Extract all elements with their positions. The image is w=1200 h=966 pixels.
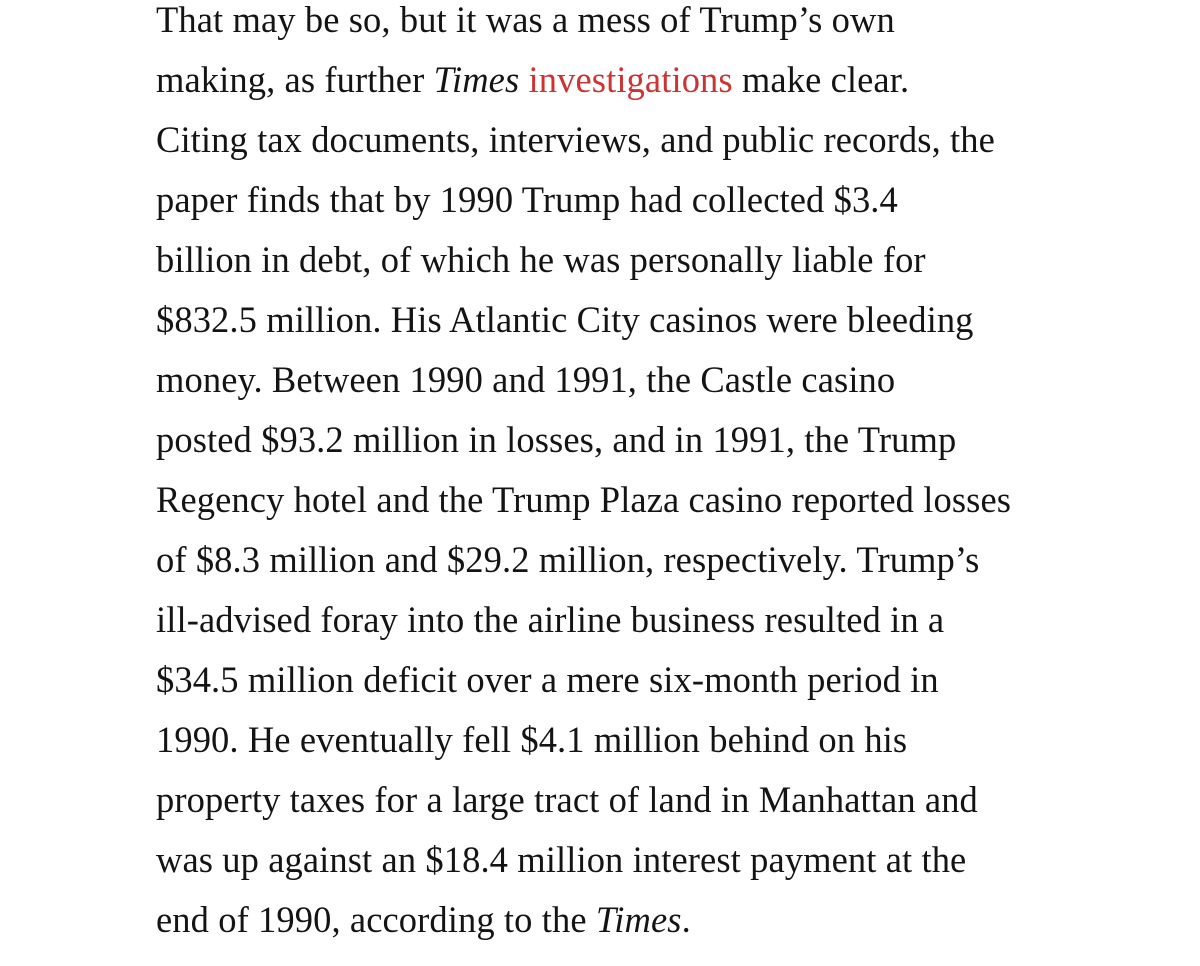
text-segment: end of 1990, according to the xyxy=(156,899,596,940)
text-line: money. Between 1990 and 1991, the Castle casino xyxy=(156,359,896,400)
text-line: billion in debt, of which he was personally liable for xyxy=(156,239,926,280)
publication-name: Times xyxy=(595,899,682,940)
text-segment: . xyxy=(681,899,691,940)
text-line xyxy=(156,50,1056,110)
text-line: paper finds that by 1990 Trump had collected $3.4 xyxy=(156,179,898,220)
text-line: of $8.3 million and $29.2 million, respectively. Trump’s xyxy=(156,539,980,580)
text-line xyxy=(156,890,1056,950)
text-line: Citing tax documents, interviews, and public records, the xyxy=(156,119,995,160)
text-line: Regency hotel and the Trump Plaza casino reported losses xyxy=(156,479,1012,520)
text-line: was up against an $18.4 million interest payment at the xyxy=(156,839,967,880)
text-line: property taxes for a large tract of land in Manhattan and xyxy=(156,779,978,820)
text-line: 1990. He eventually fell $4.1 million behind on his xyxy=(156,719,908,760)
text-line: $832.5 million. His Atlantic City casinos were bleeding xyxy=(156,299,974,340)
article-paragraph xyxy=(156,0,1056,950)
text-segment: making, as further xyxy=(156,59,434,100)
investigations-link[interactable]: investigations xyxy=(528,59,733,100)
text-line: That may be so, but it was a mess of Trump’s own xyxy=(156,0,895,40)
text-segment xyxy=(519,59,528,100)
text-segment: make clear. xyxy=(732,59,910,100)
article-body xyxy=(156,0,1056,950)
text-line: $34.5 million deficit over a mere six-month period in xyxy=(156,659,939,700)
text-line: posted $93.2 million in losses, and in 1991, the Trump xyxy=(156,419,957,460)
text-line: ill-advised foray into the airline business resulted in a xyxy=(156,599,945,640)
publication-name: Times xyxy=(433,59,520,100)
